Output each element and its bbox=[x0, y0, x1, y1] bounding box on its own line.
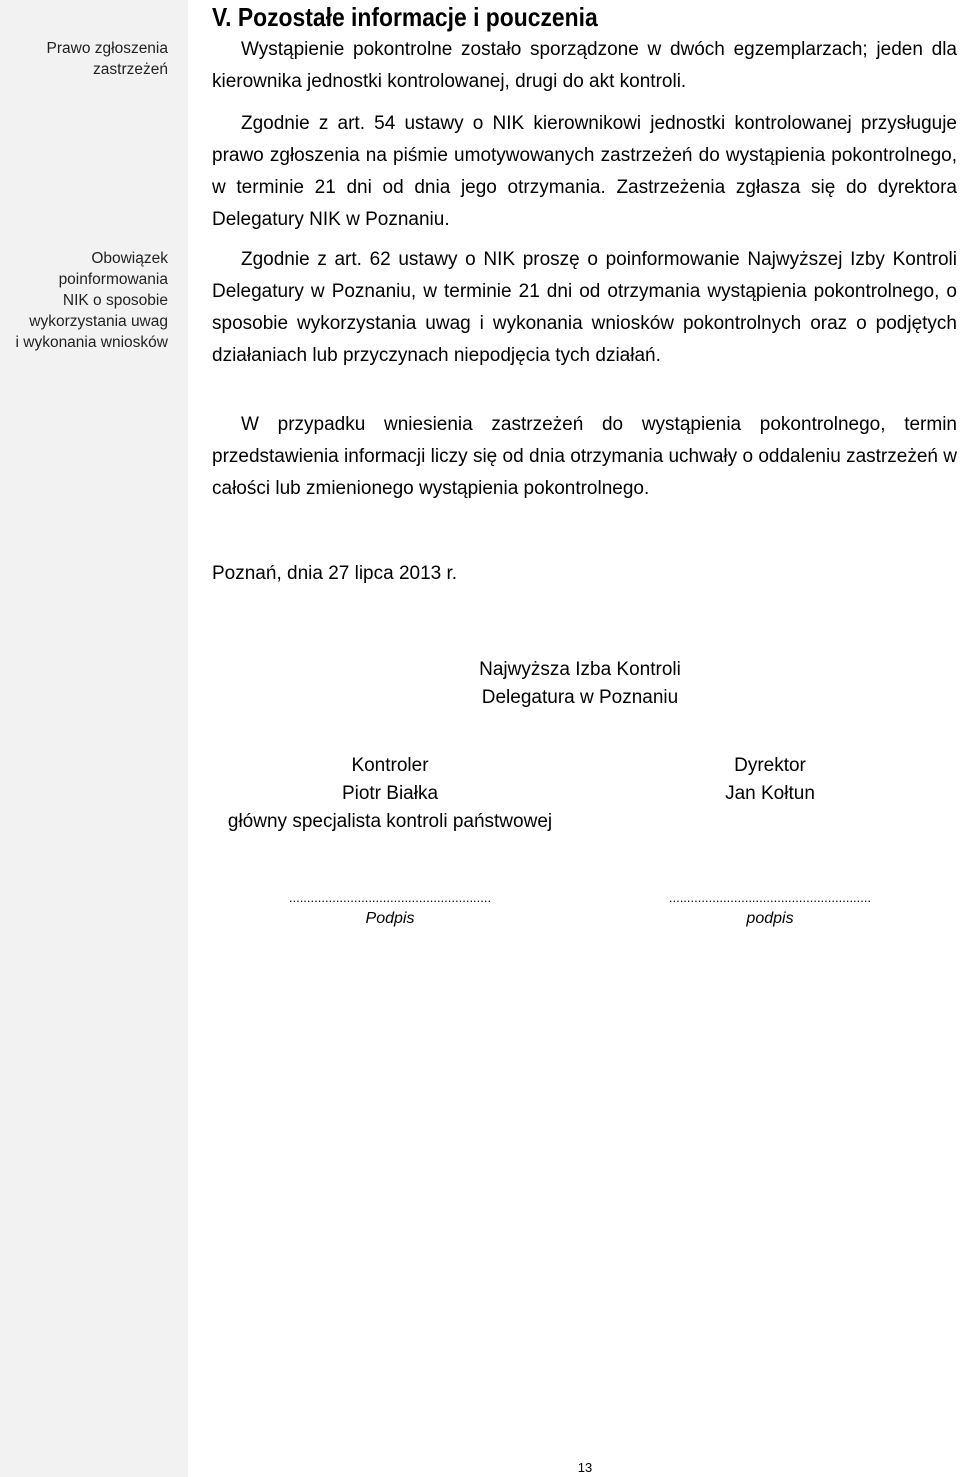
organization-block bbox=[380, 656, 780, 712]
organization-name: Najwyższa Izba Kontroli bbox=[479, 659, 681, 680]
signer-role: Kontroler bbox=[351, 755, 429, 776]
margin-note-objections: Prawo zgłoszenia zastrzeżeń bbox=[46, 40, 168, 78]
paragraph-deadline: W przypadku wniesienia zastrzeżeń do wystąpienia pokontrolnego, termin przedstawienia informacji liczy się od dnia otrzymania uchwały o oddaleniu zastrzeżeń w całości lub zmienionego wystąpienia pokontrolnego. bbox=[212, 414, 957, 499]
margin-note-obligation: Obowiązek poinformowania NIK o sposobie wykorzystania uwag i wykonania wniosków bbox=[15, 250, 168, 351]
page-number: 13 bbox=[577, 1460, 593, 1475]
signature-label-right: podpis bbox=[746, 910, 794, 927]
signature-label-left: Podpis bbox=[365, 910, 415, 927]
section-title: V. Pozostałe informacje i pouczenia bbox=[212, 2, 598, 32]
signer-name: Piotr Białka bbox=[341, 783, 439, 804]
document-date: Poznań, dnia 27 lipca 2013 r. bbox=[212, 563, 458, 584]
margin-notes-column bbox=[0, 0, 188, 1477]
signature-line-left: ........................................................ bbox=[288, 890, 492, 905]
signer-name: Jan Kołtun bbox=[725, 783, 815, 804]
signature-block-controller bbox=[190, 752, 590, 836]
signer-position: główny specjalista kontroli państwowej bbox=[227, 811, 553, 832]
paragraph-notification: Zgodnie z art. 62 ustawy o NIK proszę o poinformowanie Najwyższej Izby Kontroli Delegatury w Poznaniu, w terminie 21 dni od otrzymania wystąpienia pokontrolnego, o sposobie wykorzystania uwag i wykonania wniosków pokontrolnych oraz o podjętych działaniach lub przyczynach niepodjęcia tych działań. bbox=[212, 249, 957, 366]
paragraph-objections: Zgodnie z art. 54 ustawy o NIK kierownikowi jednostki kontrolowanej przysługuje prawo zgłoszenia na piśmie umotywowanych zastrzeżeń do wystąpienia pokontrolnego, w terminie 21 dni od dnia jego otrzymania. Zastrzeżenia zgłasza się do dyrektora Delegatury NIK w Poznaniu. bbox=[212, 113, 957, 230]
signer-role: Dyrektor bbox=[734, 755, 806, 776]
signature-line-right: ........................................................ bbox=[668, 890, 872, 905]
organization-branch: Delegatura w Poznaniu bbox=[481, 687, 679, 708]
signature-block-director bbox=[620, 752, 920, 808]
paragraph-copies: Wystąpienie pokontrolne zostało sporządzone w dwóch egzemplarzach; jeden dla kierownika jednostki kontrolowanej, drugi do akt kontroli. bbox=[212, 39, 957, 92]
